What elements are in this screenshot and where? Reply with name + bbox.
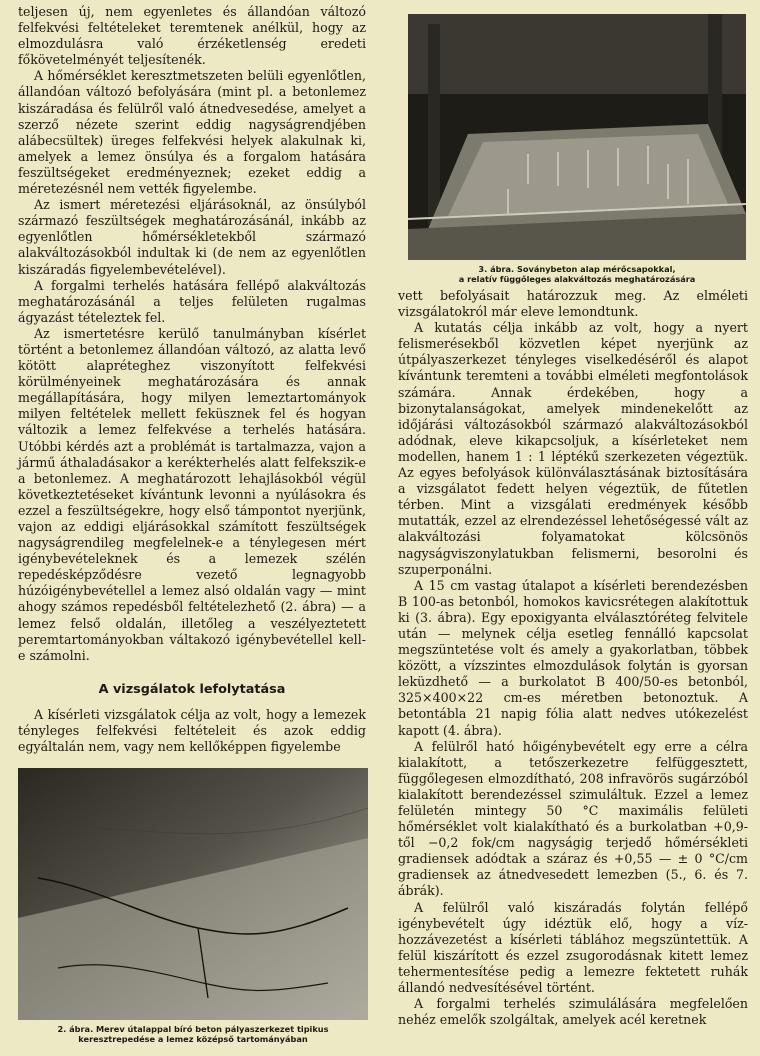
caption-line: keresztrepedése a lemez középső tartományában — [78, 1034, 308, 1044]
paragraph: A 15 cm vastag útalapot a kísérleti berendezésben B 100-as betonból, homokos kavicsrétegen alakítottuk ki (3. ábra). Egy epoxigyanta elválasztóréteg felvitele után — melynek célja esetleg fennálló kapcsolat megszüntetése volt és amely a gyakorlatban, többek között, a vízszintes elmozdulások folytán is gyorsan leküzdhető — a burkolatot B 400/50-es betonból, 325×400×22 cm-es méretben betonoztuk. A betontábla 21 napig fólia alatt nedves utókezelést kapott (4. ábra). — [398, 577, 748, 738]
paragraph: A kutatás célja inkább az volt, hogy a nyert felismerésekből közvetlen képet nyerjünk az útpályaszerkezet tényleges viselkedéséről és alapot kívántunk teremteni a további elméleti megfontolások számára. Annak érdekében, hogy a bizonytalanságokat, amelyek mindenekelőtt az időjárási változásokból származó alakváltozásokból adódnak, eleve kikapcsoljuk, a kísérleteket nem modellen, hanem 1 : 1 léptékű szerkezeten végeztük. Az egyes befolyások különválasztásának biztosítására a vizsgálatot fedett helyen végeztük, de fűtetlen térben. Mint a vizsgálati eredmények később mutatták, ezzel az elrendezéssel lehetőségessé vált az alakváltozási folyamatokat kölcsönös nagyságviszonylatukban felismerni, besorolni és szuperponálni. — [398, 320, 748, 577]
paragraph: A forgalmi terhelés szimulálására megfelelően nehéz emelők szolgáltak, amelyek acél keretnek — [398, 996, 748, 1028]
paragraph: A felülről ható hőigénybevételt egy erre a célra kialakított, a tetőszerkezetre felfüggesztett, függőlegesen elmozdítható, 208 infravörös sugárzóból kialakított berendezéssel szimuláltuk. Ezzel a lemez felületén mintegy 50 °C maximális felületi hőmérséklet volt kialakítható és a burkolatban +0,9-től −0,2 fok/cm nagyságig terjedő hőmérsékleti gradiensek adódtak a száraz és +0,55 — ± 0 °C/cm gradiensek az átnedvesedett lemezben (5., 6. és 7. ábrák). — [398, 738, 748, 899]
paragraph: A kísérleti vizsgálatok célja az volt, hogy a lemezek tényleges felfekvési feltételeit és azok eddig egyáltalán nem, vagy nem kellőképpen figyelembe — [18, 706, 366, 755]
paragraph: vett befolyásait határozzuk meg. Az elméleti vizsgálatokról már eleve lemondtunk. — [398, 288, 748, 320]
paragraph: A forgalmi terhelés hatására fellépő alakváltozás meghatározásánál a teljes felületen rugalmas ágyazást tételeztek fel. — [18, 277, 366, 325]
figure-3-photo — [408, 14, 746, 260]
figure-2-photo — [18, 768, 368, 1020]
paragraph: teljesen új, nem egyenletes és állandóan változó felfekvési feltételeket teremtenek anélkül, hogy az elmozdulásra való érzéketlenség eredeti főkövetelményét teljesítenék. — [18, 4, 366, 68]
right-column — [398, 288, 748, 1028]
paragraph: A felülről való kiszáradás folytán fellépő igénybevételt úgy idéztük elő, hogy a víz-hozzávezetést a kísérleti táblához megszüntettük. A felül kiszárított és ezzel zsugorodásnak kitett lemez tehermentesítése pedig a lemezre fektetett ruhák állandó nedvesítésével történt. — [398, 899, 748, 996]
figure-3-caption — [408, 264, 746, 284]
caption-line: a relatív függőleges alakváltozás meghatározására — [458, 274, 696, 284]
figure-2-caption — [18, 1024, 368, 1044]
left-column — [18, 0, 366, 755]
section-title: A vizsgálatok lefolytatása — [98, 681, 286, 697]
caption-line: 3. ábra. Soványbeton alap mérőcsapokkal, — [478, 264, 676, 274]
paragraph: Az ismertetésre kerülő tanulmányban kísérlet történt a betonlemez állandóan változó, az alatta levő kötött alapréteghez viszonyított felfekvési körülményeinek meghatározására és annak megállapítására, hogy milyen lemeztartományok milyen feltételek mellett feküsznek fel és hogyan változik a lemez felfekvése a terhelés hatására. Utóbbi kérdés azt a problémát is tartalmazza, vajon a jármű áthaladásakor a kerékterhelés alatt felfekszik-e a betonlemez. A meghatározott lehajlásokból végül következtetéseket kívántunk levonni a nyúlásokra és ezzel a feszültségekre, hogy első támpontot nyerjünk, vajon az eddigi eljárásokkal számított feszültségek nagyságrendileg megfelelnek-e a ténylegesen mért igénybevételeknek és a lemezek szélén repedésképződésre vezető legnagyobb húzóigénybevétellel a lemez alsó oldalán vagy — mint ahogy számos repedésből feltételezhető (2. ábra) — a lemez felső oldalán, illetőleg a veszélyeztetett peremtartományokban váltakozó igénybevétellel kell-e számolni. — [18, 325, 366, 663]
paragraph: A hőmérséklet keresztmetszeten belüli egyenlőtlen, állandóan változó befolyására (mint pl. a betonlemez kiszáradása és felülről való átnedvesedése, amelyet a szerző nézete szerint eddig nagyságrendjében alábecsültek) üreges felfekvési helyek alakulnak ki, amelyek a lemez önsúlya és a forgalom hatására feszültségeket eredményeznek; ezeket eddig a méretezésnél nem vették figyelembe. — [18, 68, 366, 197]
paragraph: Az ismert méretezési eljárásoknál, az önsúlyból származó feszültségek meghatározásánál, inkább az egyenlőtlen hőmérsékletekből származó alakváltozásokból indultak ki (de nem az egyenlőtlen kiszáradás figyelembevételével). — [18, 197, 366, 277]
caption-line: 2. ábra. Merev útalappal bíró beton pályaszerkezet tipikus — [57, 1024, 329, 1034]
